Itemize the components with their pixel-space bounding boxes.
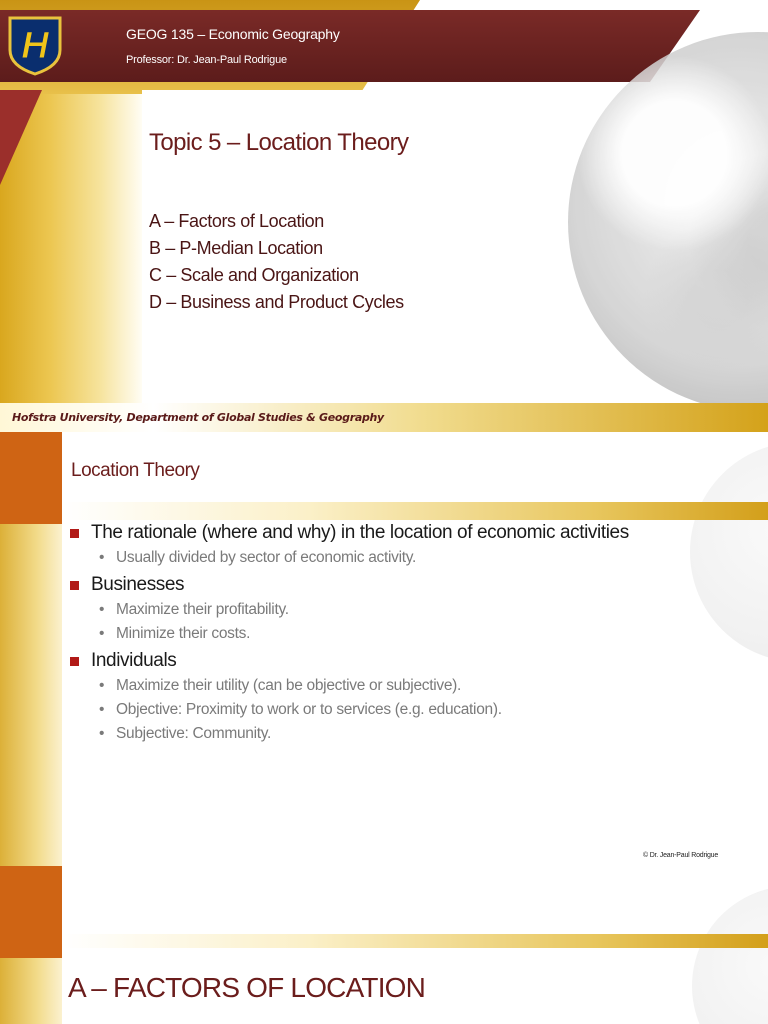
gray-dot-bullet-icon: •: [99, 601, 105, 618]
topic-list: [149, 208, 404, 316]
gold-title-strip: [62, 502, 768, 520]
university-name: Hofstra University, Department of Global Studies & Geography: [12, 411, 384, 424]
factors-of-location-slide: [0, 866, 768, 1024]
logo-letter: H: [21, 25, 49, 67]
hofstra-logo-icon: [6, 14, 64, 76]
red-square-bullet-icon: [70, 529, 79, 538]
topic-item: B – P-Median Location: [149, 238, 323, 258]
topic-item: D – Business and Product Cycles: [149, 292, 404, 312]
globe-image: [692, 886, 768, 1024]
bullet-list: [68, 520, 758, 746]
gray-dot-bullet-icon: •: [99, 701, 105, 718]
professor-name: Professor: Dr. Jean-Paul Rodrigue: [126, 54, 287, 66]
sub-bullet-item: [68, 546, 758, 570]
bullet-text: The rationale (where and why) in the location of economic activities: [91, 522, 629, 543]
bullet-text: Businesses: [91, 574, 185, 595]
sub-bullet-item: [68, 598, 758, 622]
title-slide: [0, 0, 768, 432]
sub-bullet-text: Objective: Proximity to work or to services (e.g. education).: [116, 701, 502, 718]
bullet-item: [68, 648, 758, 674]
gray-dot-bullet-icon: •: [99, 725, 105, 742]
gray-dot-bullet-icon: •: [99, 677, 105, 694]
copyright-note: © Dr. Jean-Paul Rodrigue: [643, 852, 719, 859]
orange-accent-block: [0, 432, 62, 524]
gold-title-strip: [62, 934, 768, 948]
gold-side-bar: [0, 958, 62, 1024]
section-title: A – FACTORS OF LOCATION: [68, 972, 426, 1003]
gray-dot-bullet-icon: •: [99, 549, 105, 566]
bullet-item: [68, 520, 758, 546]
red-square-bullet-icon: [70, 581, 79, 590]
course-title: GEOG 135 – Economic Geography: [126, 26, 340, 42]
sub-bullet-text: Usually divided by sector of economic activity.: [116, 549, 417, 566]
sub-bullet-text: Minimize their costs.: [116, 625, 251, 642]
sub-bullet-text: Subjective: Community.: [116, 725, 272, 742]
sub-bullet-text: Maximize their profitability.: [116, 601, 289, 618]
header-band: [0, 10, 700, 82]
sub-bullet-item: [68, 674, 758, 698]
orange-accent-block: [0, 866, 62, 958]
topic-item: C – Scale and Organization: [149, 265, 359, 285]
bullet-text: Individuals: [91, 650, 177, 671]
sub-bullet-item: [68, 622, 758, 646]
slide-title: Location Theory: [71, 460, 200, 481]
sub-bullet-item: [68, 722, 758, 746]
topic-item: A – Factors of Location: [149, 211, 324, 231]
gold-side-bar: [0, 524, 62, 866]
topic-title: Topic 5 – Location Theory: [149, 129, 409, 156]
location-theory-slide: [0, 432, 768, 866]
sub-bullet-item: [68, 698, 758, 722]
gray-dot-bullet-icon: •: [99, 625, 105, 642]
red-square-bullet-icon: [70, 657, 79, 666]
sub-bullet-text: Maximize their utility (can be objective or subjective).: [116, 677, 462, 694]
bullet-item: [68, 572, 758, 598]
